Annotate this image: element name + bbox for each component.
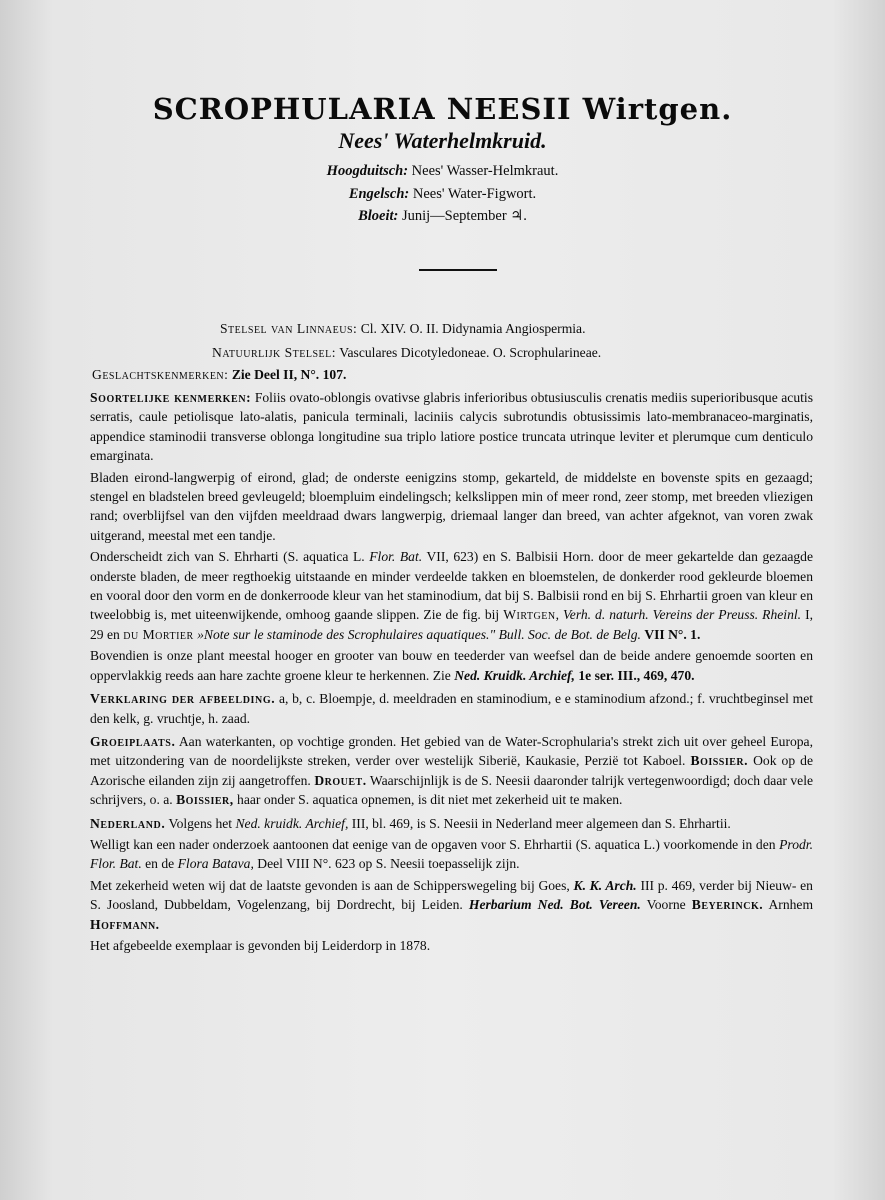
habitat-text-1: Aan waterkanten, op vochtige gronden. Het gebied van de Water-Scrophularia's strekt zich uit over geheel Europa, met uitzondering van de noordelijkste streken, verder over westelijk Siberië, Kaukasie, Perzië tot Kaboel. [90,733,813,769]
german-name-line [0,163,885,180]
bloom-value: Junij—September ♃. [401,208,527,224]
netherlands-text-1: Volgens het [168,815,233,831]
research-text-1: Welligt kan een nader onderzoek aantoonen dat eenige van de opgaven voor S. Ehrhartii (S. aquatica L.) voorkomende in den [90,836,776,852]
page-title: SCROPHULARIA NEESII Wirtgen. [152,92,733,126]
habitat-paragraph [90,732,813,810]
habitat-text-4: haar onder S. aquatica opnemen, is dit niet met zekerheid uit te maken. [237,792,623,808]
research-text-3: Deel VIII N°. 623 op S. Neesii toepasselijk zijn. [257,856,520,872]
genus-value: Zie Deel II, N°. 107. [231,367,347,382]
habitat-text-3: Waarschijnlijk is de S. Neesii daaronder talrijk vertegenwoordigd; doch daar vele schrijvers, o. a. [90,772,814,808]
bov-text-1: Bovendien is onze plant meestal hooger en grooter van bouw en teederder van weefsel dan de beide andere genoemde soorten en oppervlakkig reeds aan hare zachte groene kleur te herkennen. Zie [90,648,813,683]
figure-explanation-label: Verklaring der afbeelding. [90,691,276,707]
species-label: Soortelijke kenmerken: [90,390,252,405]
species-text: Foliis ovato-oblongis ovativse glabris inferioribus obtusiusculis crenatis mediis superioribusque acutis serratis, caule petiolisque lato-alatis, panicula terminali, laciniis calycis subrotundis obtusissimis lato-membranaceo-marginatis, appendice staminodii transverse oblonga longitudine sua triplo latiore postice truncata utrinque leviter et plerumque cum denticulo emarginata. [90,390,813,464]
bloom-label: Bloeit: [358,208,399,224]
diff-text-4: VII N°. 1. [644,626,701,642]
dutch-description-paragraph: Bladen eirond-langwerpig of eirond, glad; de onderste eenigzins stomp, gekarteld, de middelste en bovenste spits en gezaagd; stengel en bladstelen breed gevleugeld; bloempluim eindelingsch; kelkslippen min of meer rond, zeer stomp, met breeden vliezigen rand; overblijfsel van den vijfden meeldraad dwars langwerpig, driemaal langer dan breed, van achter afgeknot, van voren zwak uitgerand, meestal met een tandje. [90,469,813,543]
natural-system-line [212,344,601,362]
diff-verh-ref: Verh. d. naturh. Vereins der Preuss. Rheinl. [562,607,802,623]
linnaeus-line [220,320,586,338]
habitat-label: Groeiplaats. [90,733,176,749]
german-label: Hoogduitsch: [326,163,409,179]
diff-flor-ref: Flor. Bat. [369,549,423,565]
bloom-line [0,208,885,225]
english-label: Engelsch: [348,186,410,202]
divider-rule [419,269,497,271]
netherlands-ref: Ned. kruidk. Archief, [235,815,349,831]
netherlands-text-2: III, bl. 469, is S. Neesii in Nederland meer algemeen dan S. Ehrhartii. [351,815,731,831]
localities-kk-ref: K. K. Arch. [573,877,637,893]
diff-bull-ref: Bull. Soc. de Bot. de Belg. [498,626,641,642]
english-value: Nees' Water-Figwort. [412,186,537,202]
diff-note-ref: »Note sur le staminode des Scrophulaires aquatiques." [197,626,496,642]
habitat-drouet: Drouet. [314,772,367,788]
genus-label: Geslachtskenmerken: [92,367,229,382]
diff-text-2: VII, 623) en S. Balbisii Horn. door de meer gekartelde dan gezaagde onderste bladen, de meer regthoekig uitstaande en minder verdeelde takken en bloemstelen, de donkerder rood gekleurde bloemen en vooral door den vorm en de donkerroode kleur van het staminodium, dat bij S. Balbisii rond en bij S. Ehrhartii groen van kleur en tweelobbig is, met uiteenwijkende, omhoog gaande slippen. Zie de fig. bij [90,549,814,623]
natural-system-label: Natuurlijk Stelsel: [212,345,337,360]
genus-line [92,366,346,384]
research-text-2: en de [145,856,175,872]
research-paragraph [90,835,813,874]
linnaeus-value: Cl. XIV. O. II. Didynamia Angiospermia. [360,321,586,336]
localities-beyerinck: Beyerinck. [691,897,764,913]
figure-explanation-text: a, b, c. Bloempje, d. meeldraden en staminodium, e e staminodium afzond.; f. vruchtbeginsel met den kelk, g. vruchtje, h. zaad. [90,691,814,726]
german-value: Nees' Wasser-Helmkraut. [411,163,559,179]
natural-system-value: Vasculares Dicotyledoneae. O. Scrophularineae. [339,345,602,360]
linnaeus-label: Stelsel van Linnaeus: [220,321,358,336]
localities-hoffmann: Hoffmann. [90,916,160,932]
diff-mortier: du Mortier [123,626,194,642]
habitat-text-2: Ook op de Azorische eilanden zijn zij aangetroffen. [90,753,814,788]
habitat-boissier-2: Boissier, [176,792,234,808]
netherlands-label: Nederland. [90,815,166,831]
localities-text-3: Voorne [646,897,686,913]
habitat-boissier-1: Boissier. [690,753,749,769]
netherlands-paragraph [90,814,813,833]
body-text [90,388,813,957]
english-name-line [0,186,885,203]
diff-text-3: I, 29 en [90,607,813,642]
diff-text-1: Onderscheidt zich van S. Ehrharti (S. aquatica L. [90,549,365,565]
additional-paragraph [90,646,813,685]
localities-text-4: Arnhem [768,897,814,913]
bov-ref: Ned. Kruidk. Archief, [454,667,575,683]
specimen-paragraph: Het afgebeelde exemplaar is gevonden bij Leiderdorp in 1878. [90,937,431,953]
page-subtitle: Nees' Waterhelmkruid. [338,128,547,153]
figure-explanation-paragraph [90,689,813,728]
research-prodr-ref: Prodr. Flor. Bat. [90,836,813,872]
diff-wirtgen: Wirtgen [503,607,556,623]
localities-text-2: III p. 469, verder bij Nieuw- en S. Joosland, Dubbeldam, Vogelenzang, bij Dordrecht, bij Leiden. [90,877,813,913]
differentiation-paragraph: Onderscheidt zich van S. Ehrharti (S. aquatica L. Flor. Bat. VII, 623) en S. Balbisii Horn. door de meer gekartelde dan gezaagde onderste bladen, de meer regthoekig uitstaande en minder verdeelde takken en bloemstelen, de donkerder rood gekleurde bloemen en vooral door den vorm en de donkerroode kleur van het staminodium, dat bij S. Balbisii rond en bij S. Ehrhartii groen van kleur en tweelobbig is, met uiteenwijkende, omhoog gaande slippen. Zie de fig. bij Wirtgen, Verh. d. naturh. Vereins der Preuss. Rheinl. I, 29 en du Mortier »Note sur le staminode des Scrophulaires aquatiques." Bull. Soc. de Bot. de Belg. VII N°. 1. [90,549,814,642]
localities-text-1: Met zekerheid weten wij dat de laatste gevonden is aan de Schipperswegeling bij Goes, [90,877,570,893]
species-paragraph [90,388,813,466]
research-flora-ref: Flora Batava, [177,856,254,872]
localities-paragraph [90,876,813,934]
bov-text-2: 1e ser. III., 469, 470. [578,667,695,683]
localities-herbarium-ref: Herbarium Ned. Bot. Vereen. [468,897,641,913]
